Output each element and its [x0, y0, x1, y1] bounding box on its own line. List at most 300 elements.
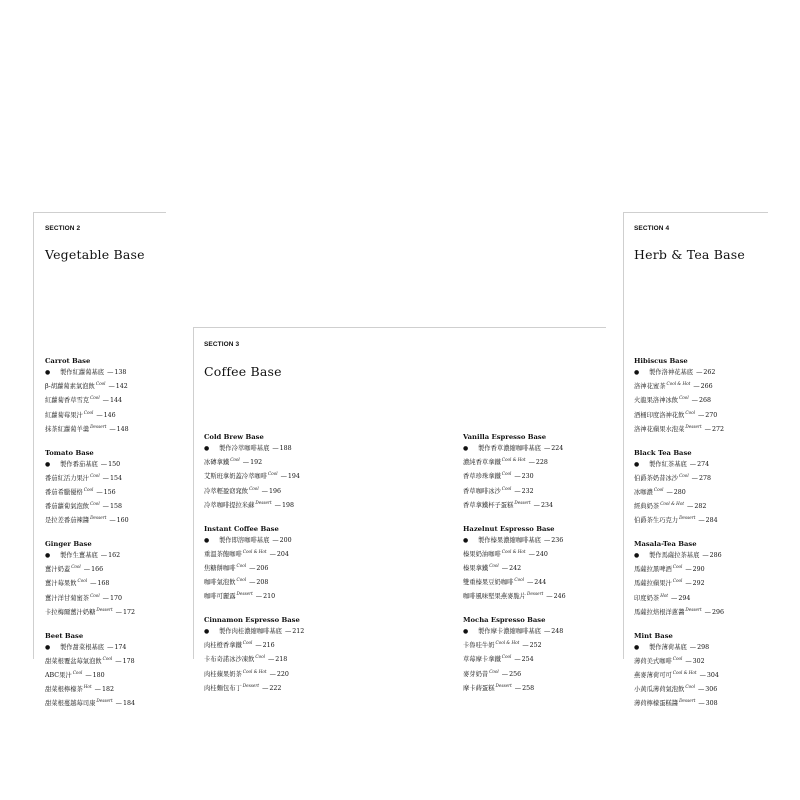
- page-number: 298: [697, 643, 710, 651]
- em-dash: —: [693, 383, 700, 391]
- page-number: 160: [116, 517, 129, 525]
- em-dash: —: [698, 700, 705, 708]
- recipe-tag: Cool: [685, 684, 695, 690]
- recipe-entry: [204, 626, 379, 637]
- recipe-entry: [634, 642, 800, 653]
- em-dash: —: [514, 473, 521, 481]
- recipe-tag: Cool: [242, 640, 253, 646]
- page-number: 292: [692, 580, 705, 588]
- recipe-tag: Dessert: [90, 423, 107, 429]
- em-dash: —: [100, 460, 108, 468]
- em-dash: —: [685, 580, 692, 588]
- em-dash: —: [543, 628, 551, 636]
- page-number: 242: [509, 564, 522, 572]
- recipe-name: 製作即溶咖啡基底: [219, 536, 270, 544]
- recipe-entry: [204, 468, 379, 482]
- recipe-tag: Cool: [672, 564, 683, 570]
- page-number: 268: [698, 397, 711, 405]
- bullet-icon: ●: [634, 369, 640, 376]
- em-dash: —: [696, 369, 703, 376]
- recipe-entry: [463, 626, 638, 637]
- recipe-entry: [45, 695, 220, 709]
- recipe-tag: Cool: [267, 471, 278, 477]
- bullet-icon: ●: [634, 643, 640, 651]
- page-number: 286: [709, 552, 722, 560]
- recipe-entry: [463, 637, 638, 651]
- recipe-name: 卡魯哇牛奶: [463, 642, 495, 650]
- recipe-name: 伯爵茶生巧克力: [634, 517, 679, 525]
- em-dash: —: [272, 445, 279, 452]
- recipe-name: 卡布奇諾冰沙凍飲: [204, 656, 255, 664]
- recipe-name: 印度奶茶: [634, 594, 660, 602]
- page-number: 150: [108, 460, 121, 468]
- page-number: 138: [114, 369, 127, 376]
- page-number: 218: [275, 656, 288, 664]
- page-number: 148: [116, 425, 129, 433]
- recipe-group: [463, 524, 638, 603]
- em-dash: —: [280, 473, 287, 481]
- recipe-entry: [634, 512, 800, 526]
- recipe-name: 紅蘿蔔香草雪克: [45, 397, 90, 405]
- recipe-name: 榛果奶油咖啡: [463, 550, 501, 558]
- section-label: SECTION 2: [45, 225, 81, 232]
- page-number: 166: [91, 566, 104, 574]
- recipe-tag: Cool: [90, 472, 100, 478]
- em-dash: —: [514, 684, 522, 692]
- em-dash: —: [261, 487, 268, 495]
- page-number: 252: [529, 642, 542, 650]
- recipe-entry: [463, 454, 638, 468]
- recipe-entry: [463, 680, 638, 694]
- section-title: Coffee Base: [204, 364, 282, 379]
- recipe-name: 抹茶紅蘿蔔羊羹: [45, 425, 90, 433]
- recipe-tag: Cool & Hot: [501, 457, 526, 463]
- em-dash: —: [249, 564, 256, 572]
- em-dash: —: [284, 628, 292, 636]
- em-dash: —: [83, 566, 91, 574]
- em-dash: —: [85, 671, 92, 679]
- recipe-name: 製作摩卡濃縮咖啡基底: [478, 628, 541, 636]
- page-number: 178: [122, 657, 135, 665]
- page-number: 168: [97, 580, 110, 588]
- em-dash: —: [697, 686, 705, 694]
- em-dash: —: [100, 552, 108, 560]
- recipe-tag: Cool: [501, 471, 512, 477]
- recipe-tag: Cool: [90, 501, 100, 507]
- recipe-tag: Cool: [679, 395, 689, 401]
- page-number: 234: [540, 501, 553, 509]
- recipe-name: 甜菜根蔓越莓司康: [45, 700, 96, 708]
- recipe-entry: [634, 550, 800, 561]
- recipe-group: [634, 448, 800, 527]
- recipe-name: 咖啡氣泡飲: [204, 579, 236, 587]
- em-dash: —: [685, 657, 692, 665]
- recipe-tag: Cool: [501, 654, 512, 660]
- page-number: 236: [551, 536, 564, 544]
- page-number: 210: [263, 593, 276, 601]
- page-number: 212: [292, 628, 305, 636]
- page-number: 188: [279, 445, 292, 452]
- recipe-tag: Dessert: [96, 698, 113, 704]
- recipe-name: 肉桂橙香拿鐵: [204, 642, 242, 650]
- page-number: 258: [522, 684, 535, 692]
- recipe-tag: Cool: [653, 486, 664, 492]
- em-dash: —: [109, 517, 116, 525]
- page-number: 144: [109, 397, 122, 405]
- recipe-tag: Hot: [660, 592, 669, 598]
- recipe-tag: Dessert: [255, 499, 272, 505]
- em-dash: —: [704, 608, 711, 616]
- group-title: Instant Coffee Base: [204, 524, 279, 533]
- page-number: 230: [521, 473, 534, 481]
- recipe-entry: [463, 535, 638, 546]
- recipe-tag: Cool: [83, 409, 94, 415]
- page-number: 290: [692, 566, 705, 574]
- recipe-name: 麥芽奶昔: [463, 670, 489, 678]
- em-dash: —: [109, 425, 116, 433]
- recipe-name: 製作洛神花基底: [649, 369, 694, 376]
- page-number: 184: [122, 700, 135, 708]
- em-dash: —: [546, 593, 553, 601]
- em-dash: —: [543, 536, 551, 544]
- group-title: Hazelnut Espresso Base: [463, 524, 555, 533]
- recipe-name: 冷萃咖啡提拉米蘇: [204, 501, 255, 509]
- recipe-name: 薄荷美式咖啡: [634, 657, 672, 665]
- recipe-tag: Cool & Hot: [242, 668, 267, 674]
- recipe-tag: Cool: [236, 562, 247, 568]
- em-dash: —: [522, 642, 529, 650]
- page-number: 232: [521, 487, 534, 495]
- group-title: Ginger Base: [45, 540, 92, 549]
- em-dash: —: [543, 445, 551, 452]
- page-number: 308: [705, 700, 718, 708]
- recipe-name: 經典奶茶: [634, 503, 660, 511]
- recipe-name: 製作榛果濃縮咖啡基底: [478, 536, 541, 544]
- recipe-entry: [463, 497, 638, 511]
- page-number: 246: [553, 593, 566, 601]
- recipe-name: 製作番茄基底: [60, 460, 98, 468]
- page-number: 270: [705, 411, 718, 419]
- em-dash: —: [269, 550, 276, 558]
- page-number: 274: [697, 460, 710, 468]
- recipe-entry: [463, 574, 638, 588]
- recipe-name: 薄荷檸檬蛋糕醬: [634, 700, 679, 708]
- recipe-group: [463, 432, 638, 511]
- em-dash: —: [102, 397, 109, 405]
- em-dash: —: [255, 642, 262, 650]
- em-dash: —: [262, 684, 269, 692]
- em-dash: —: [274, 501, 281, 509]
- recipe-tag: Dessert: [96, 606, 113, 612]
- recipe-tag: Cool: [95, 381, 106, 387]
- bullet-icon: ●: [204, 536, 210, 544]
- recipe-name: 甜菜根檸檬茶: [45, 686, 83, 694]
- recipe-tag: Cool & Hot: [660, 501, 685, 507]
- recipe-entry: [463, 666, 638, 680]
- page-number: 172: [122, 608, 135, 616]
- recipe-name: 肉桂麵包布丁: [204, 684, 242, 692]
- recipe-entry: [45, 667, 220, 681]
- em-dash: —: [115, 608, 122, 616]
- recipe-group: [634, 631, 800, 710]
- page-number: 266: [700, 383, 713, 391]
- recipe-name: 紅蘿蔔莓果汁: [45, 411, 83, 419]
- recipe-entry: [45, 681, 220, 695]
- em-dash: —: [671, 594, 678, 602]
- em-dash: —: [102, 594, 109, 602]
- page-number: 194: [287, 473, 300, 481]
- section-title: Herb & Tea Base: [634, 247, 745, 262]
- recipe-tag: Dessert: [242, 682, 260, 688]
- recipe-entry: [634, 590, 800, 604]
- page-number: 162: [108, 552, 121, 560]
- recipe-name: 酒桶印度洛神花飲: [634, 411, 685, 419]
- page-number: 146: [103, 411, 116, 419]
- page-number: 216: [262, 642, 275, 650]
- page-number: 248: [551, 628, 564, 636]
- em-dash: —: [704, 425, 711, 433]
- bullet-icon: ●: [463, 536, 469, 544]
- section-4-panel: [623, 212, 768, 708]
- recipe-group: [463, 615, 638, 694]
- em-dash: —: [501, 670, 509, 678]
- recipe-tag: Cool & Hot: [242, 548, 267, 554]
- recipe-name: 雙重榛果豆奶咖啡: [463, 579, 514, 587]
- recipe-entry: [463, 588, 638, 602]
- recipe-entry: [463, 483, 638, 497]
- section-label: SECTION 4: [634, 225, 670, 232]
- bullet-icon: ●: [45, 460, 51, 468]
- page-number: 256: [509, 670, 522, 678]
- em-dash: —: [514, 656, 521, 664]
- recipe-entry: [634, 392, 800, 406]
- recipe-name: 是拉差番茄辣醬: [45, 517, 90, 525]
- recipe-entry: [634, 484, 800, 498]
- recipe-name: 伯爵茶奶昔冰沙: [634, 474, 679, 482]
- section-3-panel: [193, 327, 606, 692]
- group-title: Beet Base: [45, 631, 84, 640]
- recipe-name: 製作薄荷基底: [649, 643, 687, 651]
- recipe-name: 製作生薑基底: [60, 552, 98, 560]
- recipe-name: 馬薩拉蘋果汁: [634, 580, 672, 588]
- em-dash: —: [666, 488, 673, 496]
- recipe-name: 艾斯班拿奶蓋冷萃咖啡: [204, 473, 267, 481]
- em-dash: —: [267, 656, 275, 664]
- bullet-icon: ●: [45, 552, 51, 560]
- section-column: [634, 356, 800, 722]
- recipe-group: [204, 524, 379, 603]
- recipe-tag: Cool: [501, 485, 512, 491]
- recipe-name: 甜菜根覆盆莓氣泡飲: [45, 657, 102, 665]
- em-dash: —: [501, 564, 509, 572]
- recipe-entry: [204, 651, 379, 665]
- recipe-entry: [204, 666, 379, 680]
- recipe-tag: Cool: [489, 562, 499, 568]
- recipe-name: 馬薩拉黑啤酒: [634, 566, 672, 574]
- recipe-name: 咖啡可麗露: [204, 593, 236, 601]
- recipe-tag: Cool: [685, 409, 695, 415]
- recipe-tag: Dessert: [685, 606, 702, 612]
- recipe-name: 焦糖餅咖啡: [204, 564, 236, 572]
- recipe-entry: [204, 546, 379, 560]
- bullet-icon: ●: [204, 628, 210, 636]
- recipe-name: 小黃瓜薄荷氣泡飲: [634, 686, 685, 694]
- recipe-entry: [204, 443, 379, 454]
- recipe-tag: Cool: [77, 578, 88, 584]
- recipe-tag: Cool & Hot: [501, 548, 526, 554]
- recipe-name: 香草珍珠拿鐵: [463, 473, 501, 481]
- recipe-tag: Cool & Hot: [672, 669, 697, 675]
- recipe-tag: Dessert: [679, 698, 696, 704]
- em-dash: —: [242, 459, 250, 467]
- recipe-group: [204, 432, 379, 511]
- page-number: 284: [705, 517, 718, 525]
- recipe-tag: Cool: [249, 485, 259, 491]
- em-dash: —: [687, 503, 694, 511]
- em-dash: —: [255, 593, 263, 601]
- recipe-name: 薑汁奶蓋: [45, 566, 71, 574]
- recipe-entry: [634, 575, 800, 589]
- em-dash: —: [528, 550, 535, 558]
- recipe-tag: Cool: [90, 395, 100, 401]
- recipe-entry: [204, 454, 379, 468]
- recipe-name: 製作甜菜根基底: [60, 643, 105, 651]
- em-dash: —: [533, 501, 540, 509]
- section-column: [463, 432, 638, 707]
- recipe-name: 摩卡蒔蛋糕: [463, 684, 495, 692]
- recipe-name: 番茄希臘優格: [45, 488, 83, 496]
- recipe-tag: Dessert: [236, 591, 253, 597]
- recipe-tag: Hot: [83, 684, 92, 690]
- recipe-name: 香草拿鐵杯子蛋糕: [463, 501, 514, 509]
- recipe-name: 馬薩拉焙根洋蔥醬: [634, 608, 685, 616]
- em-dash: —: [115, 700, 122, 708]
- recipe-name: 肉桂蘋果奶茶: [204, 670, 242, 678]
- group-title: Masala-Tea Base: [634, 540, 697, 549]
- recipe-name: 洛神花蜜茶: [634, 383, 666, 391]
- page-number: 262: [703, 369, 716, 376]
- recipe-name: 燕麥薄荷可可: [634, 671, 672, 679]
- em-dash: —: [691, 397, 698, 405]
- page-number: 220: [276, 670, 289, 678]
- recipe-tag: Cool: [255, 654, 265, 660]
- recipe-entry: [634, 498, 800, 512]
- bullet-icon: ●: [634, 460, 640, 468]
- em-dash: —: [107, 643, 114, 651]
- page-number: 244: [534, 579, 547, 587]
- recipe-name: ABC果汁: [45, 671, 72, 679]
- recipe-name: 冰咖濃: [634, 488, 653, 496]
- em-dash: —: [249, 579, 256, 587]
- em-dash: —: [698, 517, 705, 525]
- recipe-tag: Cool: [72, 669, 83, 675]
- recipe-tag: Dessert: [679, 515, 696, 521]
- page-number: 282: [694, 503, 707, 511]
- em-dash: —: [272, 536, 279, 544]
- recipe-name: 濃純香草拿鐵: [463, 459, 501, 467]
- recipe-entry: [634, 407, 800, 421]
- recipe-group: [634, 356, 800, 435]
- recipe-entry: [634, 470, 800, 484]
- page-number: 278: [698, 474, 711, 482]
- section-2-panel: [33, 212, 166, 708]
- recipe-entry: [204, 497, 379, 511]
- page-number: 302: [692, 657, 705, 665]
- recipe-tag: Dessert: [685, 423, 702, 429]
- recipe-entry: [204, 483, 379, 497]
- em-dash: —: [90, 580, 97, 588]
- recipe-tag: Dessert: [495, 682, 512, 688]
- page-number: 198: [281, 501, 294, 509]
- recipe-entry: [204, 574, 379, 588]
- em-dash: —: [691, 474, 698, 482]
- recipe-entry: [634, 421, 800, 435]
- recipe-tag: Cool: [102, 655, 113, 661]
- recipe-tag: Cool: [230, 457, 240, 463]
- recipe-name: 重溫茶飽咖啡: [204, 550, 242, 558]
- page-number: 228: [535, 459, 548, 467]
- recipe-tag: Cool & Hot: [666, 381, 691, 387]
- recipe-group: [204, 615, 379, 694]
- page-number: 224: [551, 445, 564, 452]
- em-dash: —: [107, 369, 114, 376]
- page-number: 142: [115, 383, 128, 391]
- recipe-tag: Dessert: [526, 591, 544, 597]
- page-number: 196: [268, 487, 281, 495]
- page-number: 158: [109, 503, 122, 511]
- recipe-entry: [634, 653, 800, 667]
- page-number: 174: [114, 643, 127, 651]
- group-title: Cold Brew Base: [204, 433, 264, 441]
- page-number: 222: [269, 684, 282, 692]
- page-number: 280: [673, 488, 686, 496]
- em-dash: —: [102, 503, 109, 511]
- group-title: Carrot Base: [45, 357, 91, 365]
- em-dash: —: [96, 411, 103, 419]
- recipe-entry: [204, 637, 379, 651]
- em-dash: —: [528, 459, 535, 467]
- section-label: SECTION 3: [204, 341, 240, 348]
- recipe-entry: [634, 681, 800, 695]
- em-dash: —: [115, 657, 122, 665]
- recipe-tag: Cool: [83, 486, 94, 492]
- group-title: Black Tea Base: [634, 448, 692, 457]
- page-number: 180: [92, 671, 105, 679]
- recipe-entry: [634, 367, 800, 378]
- bullet-icon: ●: [463, 628, 469, 636]
- recipe-tag: Cool: [672, 655, 683, 661]
- recipe-entry: [463, 468, 638, 482]
- recipe-entry: [204, 560, 379, 574]
- recipe-name: 薑汁洋甘菊蜜茶: [45, 594, 90, 602]
- recipe-tag: Cool: [236, 577, 247, 583]
- recipe-tag: Cool: [90, 592, 100, 598]
- page-number: 294: [678, 594, 691, 602]
- em-dash: —: [102, 474, 109, 482]
- em-dash: —: [94, 686, 101, 694]
- em-dash: —: [526, 579, 534, 587]
- recipe-name: 製作紅蘿蔔基底: [60, 369, 105, 376]
- group-title: Hibiscus Base: [634, 357, 688, 365]
- recipe-name: 咖啡風味堅果燕麥脆片: [463, 593, 526, 601]
- recipe-name: 榛果拿鐵: [463, 564, 489, 572]
- recipe-name: 番茄紅活力果汁: [45, 474, 90, 482]
- recipe-entry: [463, 546, 638, 560]
- page-number: 304: [706, 671, 719, 679]
- recipe-name: 冰磚拿鐵: [204, 459, 230, 467]
- recipe-name: 製作紅茶基底: [649, 460, 687, 468]
- page-number: 240: [535, 550, 548, 558]
